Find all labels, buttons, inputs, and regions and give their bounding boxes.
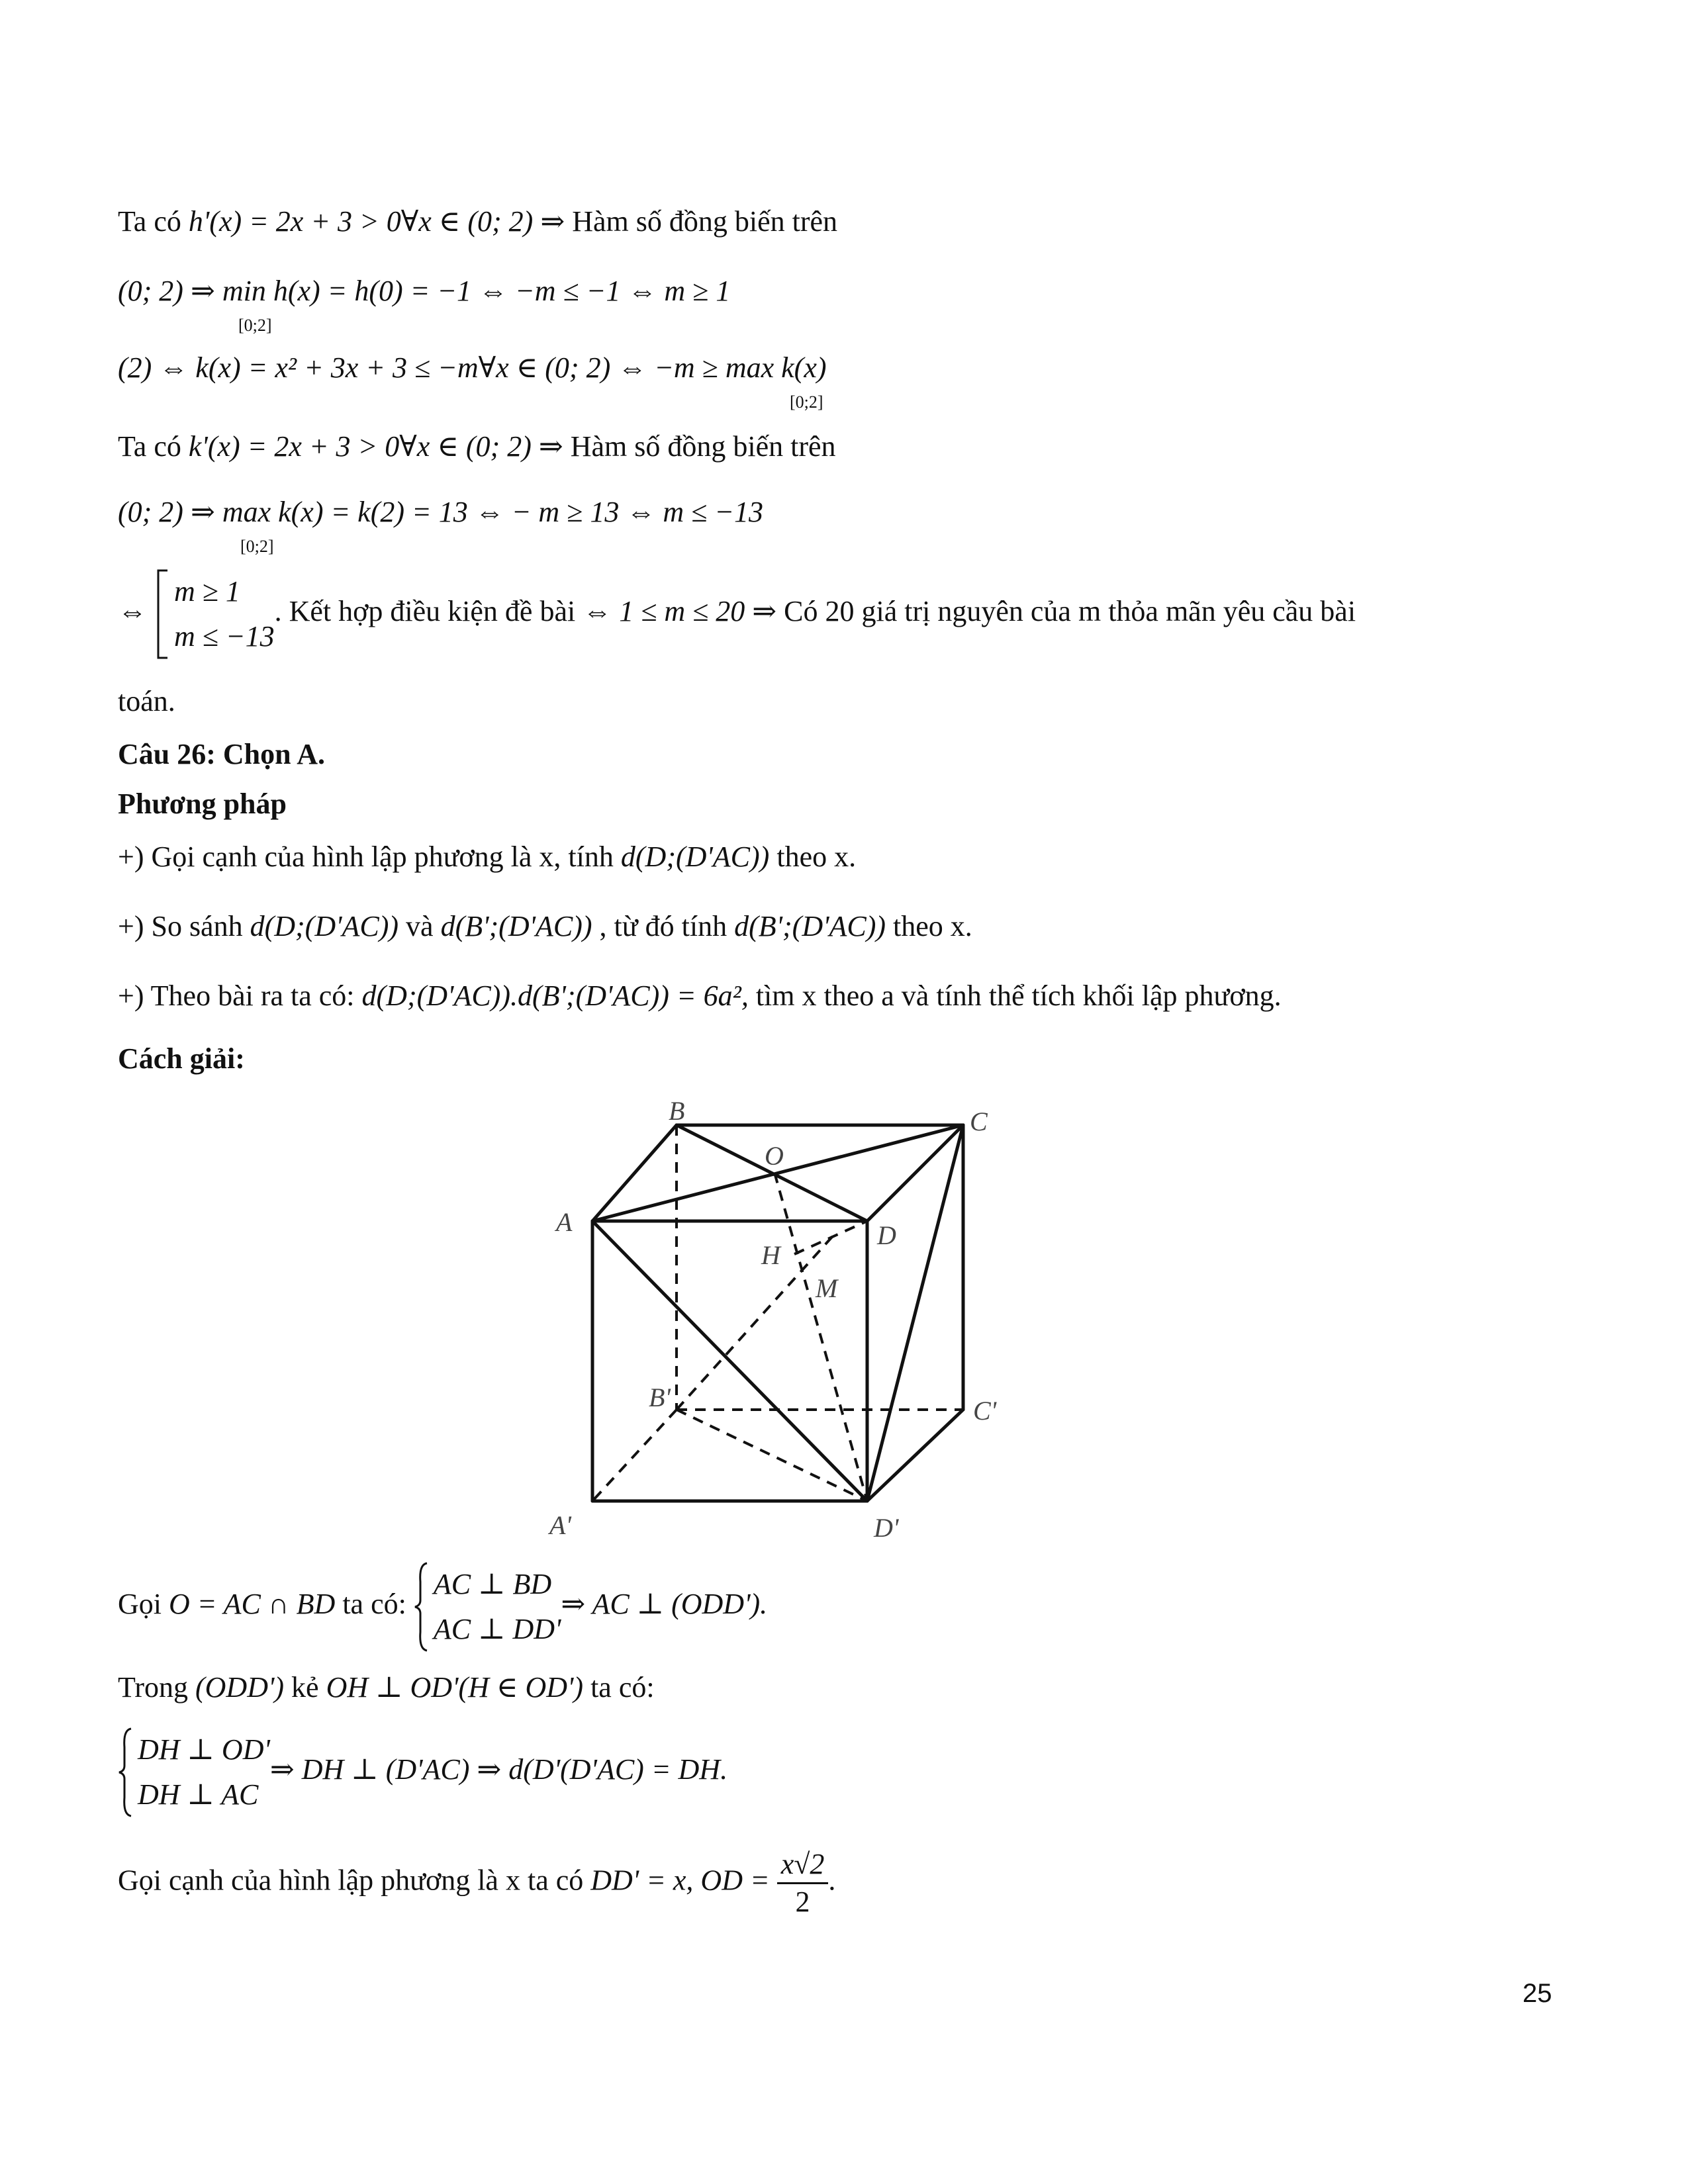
case: m ≥ 1 bbox=[174, 575, 240, 608]
line-12 bbox=[118, 976, 1282, 1016]
vertex-label: C' bbox=[973, 1396, 997, 1426]
math: (0; 2) ⇒ max k(x) = k(2) = 13 ⇔ − m ≥ 13 ⇔ m ≤ −13 bbox=[118, 496, 763, 528]
vertex-label: D bbox=[877, 1220, 896, 1250]
math: (ODD') bbox=[195, 1671, 285, 1704]
vertex-label: A' bbox=[549, 1510, 571, 1540]
text: kẻ bbox=[284, 1671, 326, 1704]
vertex-label: B bbox=[669, 1096, 685, 1126]
line-6 bbox=[118, 569, 1356, 659]
equiv: ⇔ bbox=[118, 595, 147, 628]
case: AC ⊥ DD' bbox=[433, 1613, 561, 1645]
fraction bbox=[777, 1846, 829, 1920]
math: d(B';(D'AC)) bbox=[440, 910, 592, 942]
math: ⇒ DH ⊥ (D'AC) ⇒ d(D'(D'AC) = DH. bbox=[269, 1753, 728, 1786]
case: DH ⊥ AC bbox=[138, 1778, 259, 1811]
text: ta có: bbox=[335, 1588, 414, 1621]
line-11 bbox=[118, 907, 972, 946]
case-system bbox=[154, 569, 275, 659]
text: theo x. bbox=[769, 841, 857, 873]
text: +) Gọi cạnh của hình lập phương là x, tính bbox=[118, 841, 621, 873]
line-4 bbox=[118, 427, 836, 467]
hidden-edge bbox=[592, 1410, 677, 1501]
math: ⇒ AC ⊥ (ODD'). bbox=[561, 1588, 768, 1621]
edge bbox=[592, 1125, 677, 1221]
math: h'(x) = 2x + 3 > 0∀x ∈ (0; 2) ⇒ bbox=[188, 205, 573, 238]
vertex-label: M bbox=[816, 1273, 838, 1303]
text: tìm x theo a và tính thể tích khối lập phương. bbox=[748, 979, 1282, 1012]
vertex-label: A bbox=[556, 1207, 573, 1237]
math: (0; 2) ⇒ min h(x) = h(0) = −1 ⇔ −m ≤ −1 ⇔ m ≥ 1 bbox=[118, 275, 731, 307]
text: Có 20 giá trị nguyên của m thỏa mãn yêu cầu bài bbox=[784, 595, 1356, 628]
subscript: [0;2] bbox=[790, 392, 823, 412]
line-5 bbox=[118, 492, 763, 556]
denominator: 2 bbox=[795, 1886, 810, 1918]
question-heading: Câu 26: Chọn A. bbox=[118, 738, 325, 770]
line-14 bbox=[118, 1562, 767, 1652]
vertex-label: D' bbox=[874, 1513, 899, 1543]
line-2 bbox=[118, 271, 731, 335]
math: d(D;(D'AC)) bbox=[620, 841, 770, 873]
line-1 bbox=[118, 202, 837, 242]
edge bbox=[867, 1125, 963, 1221]
subscript: [0;2] bbox=[238, 316, 272, 335]
line-3 bbox=[118, 348, 827, 412]
text: , từ đó tính bbox=[592, 910, 735, 942]
numerator: x√2 bbox=[777, 1846, 829, 1884]
case-system bbox=[414, 1562, 561, 1652]
case: DH ⊥ OD' bbox=[138, 1733, 270, 1766]
method-heading: Phương pháp bbox=[118, 788, 287, 820]
vertex-label: O bbox=[765, 1141, 784, 1171]
edge-ad-prime bbox=[592, 1221, 867, 1501]
math: O = AC ∩ BD bbox=[169, 1588, 336, 1621]
hidden-edge bbox=[677, 1410, 867, 1501]
solution-heading: Cách giải: bbox=[118, 1042, 245, 1075]
math: d(D;(D'AC)) bbox=[250, 910, 399, 942]
math: (2) ⇔ k(x) = x² + 3x + 3 ≤ −m∀x ∈ (0; 2) ⇔ −m ≥ max k(x) bbox=[118, 351, 827, 384]
text: Hàm số đồng biến trên bbox=[570, 430, 836, 463]
line-7: toán. bbox=[118, 685, 175, 717]
text: Gọi bbox=[118, 1588, 169, 1621]
text: . bbox=[274, 595, 282, 628]
text: Ta có bbox=[118, 205, 189, 238]
line-10 bbox=[118, 837, 856, 877]
text: . bbox=[828, 1864, 836, 1897]
text: +) Theo bài ra ta có: bbox=[118, 979, 362, 1012]
math: ⇔ 1 ≤ m ≤ 20 ⇒ bbox=[583, 595, 784, 628]
line-16 bbox=[118, 1727, 727, 1817]
subscript: [0;2] bbox=[240, 537, 274, 556]
text: theo x. bbox=[886, 910, 972, 942]
math: d(D;(D'AC)).d(B';(D'AC)) = 6a², bbox=[361, 979, 749, 1012]
vertex-label: B' bbox=[649, 1383, 671, 1412]
text: +) So sánh bbox=[118, 910, 250, 942]
text: Trong bbox=[118, 1671, 195, 1704]
math: DD' = x, OD = bbox=[590, 1864, 777, 1897]
hidden-edge bbox=[794, 1221, 867, 1254]
case-system bbox=[118, 1727, 270, 1817]
text: Hàm số đồng biến trên bbox=[572, 205, 838, 238]
brace-icon bbox=[414, 1562, 430, 1652]
math: d(B';(D'AC)) bbox=[734, 910, 886, 942]
brace-icon bbox=[118, 1727, 134, 1817]
text: ta có: bbox=[583, 1671, 655, 1704]
vertex-label: H bbox=[761, 1240, 780, 1270]
case: m ≤ −13 bbox=[174, 620, 275, 653]
cube-figure bbox=[530, 1092, 1046, 1555]
math: k'(x) = 2x + 3 > 0∀x ∈ (0; 2) ⇒ bbox=[188, 430, 571, 463]
vertex-label: C bbox=[970, 1107, 988, 1136]
diagonal-ac bbox=[592, 1125, 963, 1221]
math: OH ⊥ OD'(H ∈ OD') bbox=[326, 1671, 584, 1704]
text: Ta có bbox=[118, 430, 189, 463]
page-number: 25 bbox=[1523, 1979, 1552, 2008]
text: Gọi cạnh của hình lập phương là x ta có bbox=[118, 1864, 591, 1897]
line-17 bbox=[118, 1846, 835, 1920]
text: và bbox=[399, 910, 441, 942]
diagonal-bd bbox=[677, 1125, 867, 1221]
edge-cd-prime bbox=[867, 1125, 963, 1501]
hidden-edge bbox=[677, 1231, 837, 1410]
edge bbox=[867, 1410, 963, 1501]
line-15 bbox=[118, 1668, 655, 1707]
text: Kết hợp điều kiện đề bài bbox=[289, 595, 583, 628]
bracket-icon bbox=[154, 569, 170, 659]
case: AC ⊥ BD bbox=[433, 1568, 552, 1600]
